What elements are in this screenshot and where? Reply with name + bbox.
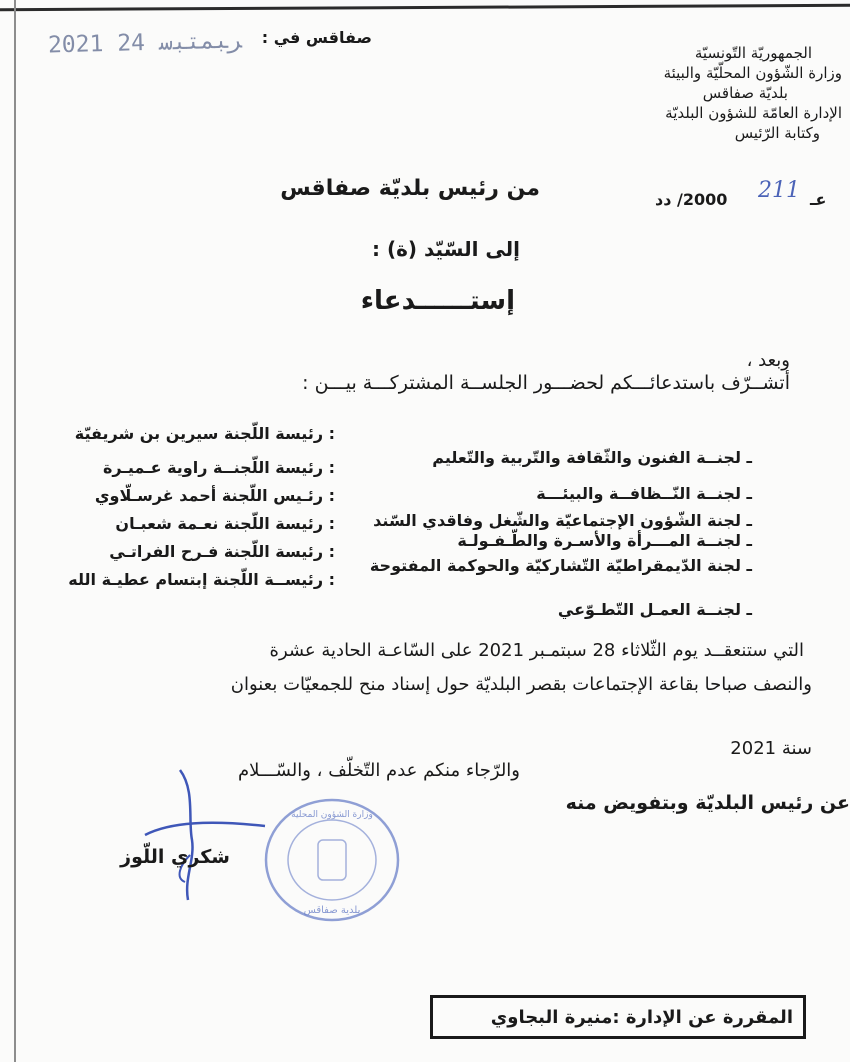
date-stamp: 2021 ﺮﺒﻤﺘﺒﺳ 24: [47, 27, 243, 59]
seal-bottom-text: بلدية صفاقس: [303, 905, 361, 916]
closing-line: والرّجاء منكم عدم التّخلّف ، والسّـــلام: [238, 760, 520, 781]
ref-prefix: عـ: [810, 190, 827, 209]
seal-top-text: وزارة الشؤون المحلية: [291, 810, 373, 820]
document-title: إستــــــدعاء: [360, 286, 515, 316]
handwritten-signature: [140, 760, 270, 910]
municipality-seal: [262, 795, 402, 925]
to-line: إلى السّيّد (ة) :: [371, 237, 520, 261]
committee-chair: : رئـيس اللّجنة أحمد غرسـلّاوي: [94, 486, 335, 505]
footer-box: [430, 995, 806, 1039]
committee-chair: : رئيسة اللّجنــة راوية عـميـرة: [102, 458, 335, 477]
intro-line: أتشــرّف باستدعائـــكم لحضـــور الجلســة المشتركـــة بيـــن :: [302, 372, 790, 394]
scan-edge-top: [0, 4, 850, 11]
meeting-line-3: سنة 2021: [730, 738, 812, 759]
ref-handwritten-number: 211: [758, 178, 800, 203]
committee-name: ـ لجنــة المـــرأة والأسـرة والطّـفـولـة: [457, 531, 752, 550]
header-directorate: الإدارة العامّة للشؤون البلديّة: [665, 104, 842, 122]
ref-suffix: 2000/ دد: [655, 190, 728, 209]
committee-name: ـ لجنة الدّيمقراطيّة التّشاركيّة والحوكمة المفتوحة: [369, 556, 752, 575]
header-secretariat: وكتابة الرّئيس: [734, 124, 820, 142]
place-date-label: صفاقس في :: [261, 28, 372, 47]
greeting: وبعد ،: [746, 350, 790, 371]
committee-name: ـ لجنــة النّــظافــة والبيئـــة: [536, 484, 752, 503]
committee-name: ـ لجنــة العمـل التّطـوّعي: [557, 600, 752, 619]
reference-number: [655, 178, 835, 218]
header-ministry: وزارة الشّؤون المحلّيّة والبيئة: [663, 64, 842, 82]
signature-authority: عن رئيس البلديّة وبتفويض منه: [565, 792, 850, 814]
header-municipality: بلديّة صفاقس: [702, 84, 788, 102]
meeting-line-1: التي ستنعقــد يوم الثّلاثاء 28 سبتمـبر 2021 على السّاعـة الحادية عشرة: [269, 640, 804, 661]
header-republic: الجمهوريّة التّونسيّة: [694, 44, 812, 62]
meeting-line-2: والنصف صباحا بقاعة الإجتماعات بقصر البلديّة حول إسناد منح للجمعيّات بعنوان: [230, 674, 812, 695]
committee-name: ـ لجنــة الفنون والثّقافة والتّربية والتّعليم: [432, 448, 752, 467]
signatory-name: شكري اللّوز: [120, 846, 230, 868]
committee-chair: : رئيسة اللّجنة فـرح الفراتـي: [109, 542, 335, 561]
scan-edge-left: [14, 0, 16, 1062]
committee-chair: : رئيسة اللّجنة سيرين بن شريفيّة: [74, 424, 335, 443]
from-line: من رئيس بلديّة صفاقس: [280, 176, 540, 201]
committee-name: ـ لجنة الشّؤون الإجتماعيّة والشّغل وفاقدي السّند: [373, 511, 752, 530]
committee-chair: : رئيسة اللّجنة نعـمة شعبـان: [115, 514, 335, 533]
footer-rapporteur: المقررة عن الإدارة :منيرة البجاوي: [490, 1007, 793, 1028]
committee-chair: : رئيســة اللّجنة إبتسام عطيـة الله: [68, 570, 335, 589]
